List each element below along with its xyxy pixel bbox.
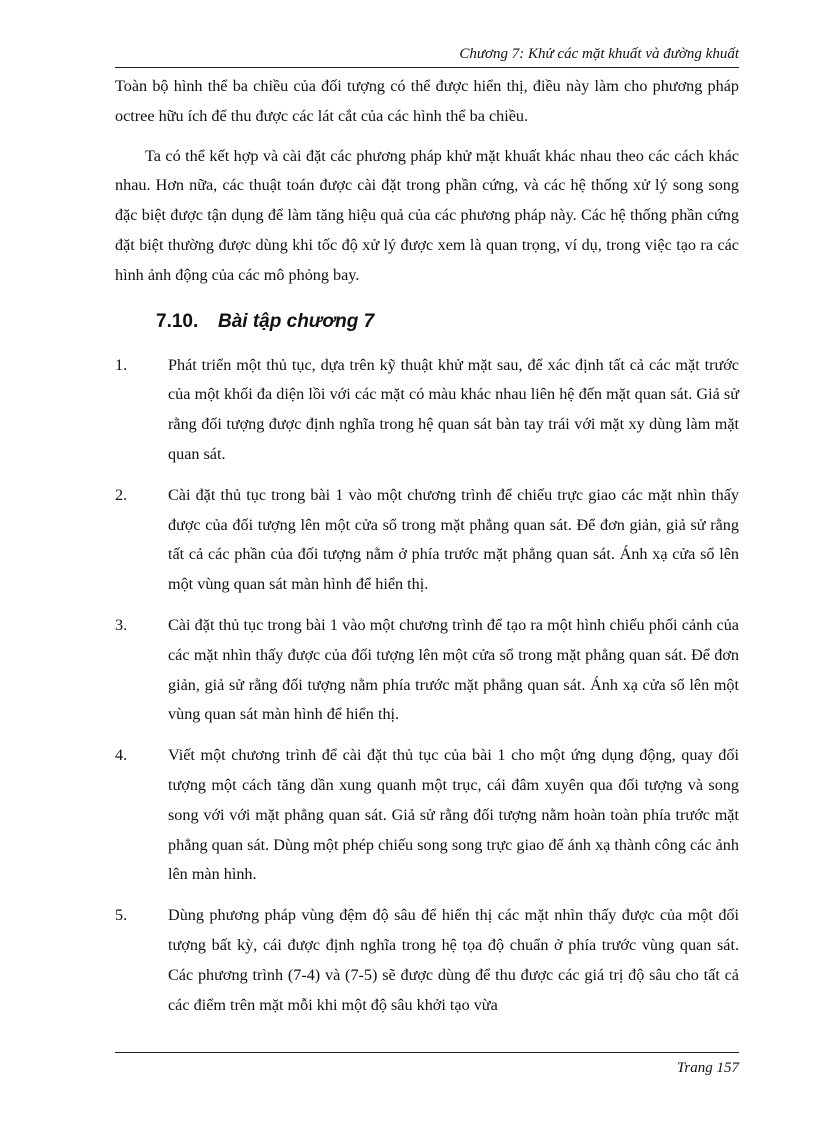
page-number: Trang 157	[676, 1060, 739, 1076]
section-title: Bài tập chương 7	[218, 310, 375, 332]
exercise-item	[115, 611, 739, 730]
header-rule	[115, 67, 739, 68]
exercise-item	[115, 741, 739, 890]
exercise-text: Cài đặt thủ tục trong bài 1 vào một chương trình để chiếu trực giao các mặt nhìn thấy được của đối tượng lên một cửa sổ trong mặt phẳng quan sát. Để đơn giản, giả sử rằng tất cả các phần của đối tượng nằm ở phía trước mặt phẳng quan sát. Ánh xạ cửa sổ lên một vùng quan sát màn hình để hiển thị.	[168, 485, 739, 594]
exercise-number: 3.	[115, 615, 128, 634]
exercise-number: 1.	[115, 355, 128, 374]
exercise-number: 4.	[115, 746, 128, 765]
paragraph-continued: Toàn bộ hình thể ba chiều của đối tượng có thể được hiển thị, điều này làm cho phương pháp octree hữu ích để thu được các lát cắt của các hình thể ba chiều.	[115, 77, 739, 125]
exercise-item	[115, 481, 739, 600]
section-heading	[115, 309, 739, 335]
exercise-item	[115, 351, 739, 470]
exercise-number: 2.	[115, 485, 128, 504]
exercise-text: Dùng phương pháp vùng đệm độ sâu để hiển thị các mặt nhìn thấy được của một đối tượng bất kỳ, cái được định nghĩa trong hệ tọa độ chuẩn ở phía trước vùng quan sát. Các phương trình (7-4) và (7-5) sẽ được dùng để thu được các giá trị độ sâu cho tất cả các điểm trên mặt mỗi khi một độ sâu khởi tạo vừa	[168, 906, 739, 1014]
section-number: 7.10.	[156, 310, 199, 332]
paragraph: Ta có thể kết hợp và cài đặt các phương pháp khử mặt khuất khác nhau theo các cách khác nhau. Hơn nữa, các thuật toán được cài đặt trong phần cứng, và các hệ thống xử lý song song đặc biệt được tận dụng để làm tăng hiệu quả của các phương pháp này. Các hệ thống phần cứng đặt biệt thường được dùng khi tốc độ xử lý được xem là quan trọng, ví dụ, trong việc tạo ra các hình ảnh động của các mô phỏng bay.	[115, 146, 739, 284]
body-text	[115, 72, 739, 1031]
exercise-number: 5.	[115, 906, 128, 925]
exercise-text: Phát triển một thủ tục, dựa trên kỹ thuật khử mặt sau, để xác định tất cả các mặt trước của một khối đa diện lồi với các mặt có màu khác nhau liên hệ đến mặt quan sát. Giả sử rằng đối tượng được định nghĩa trong hệ quan sát bàn tay trái với mặt xy dùng làm mặt quan sát.	[168, 355, 739, 463]
exercise-text: Cài đặt thủ tục trong bài 1 vào một chương trình để tạo ra một hình chiếu phối cảnh của các mặt nhìn thấy được của đối tượng lên một cửa sổ trong mặt phẳng quan sát. Để đơn giản, giả sử rằng đối tượng nằm phía trước mặt phẳng quan sát. Ánh xạ cửa sổ lên một vùng quan sát màn hình để hiển thị.	[168, 615, 739, 724]
footer-rule	[115, 1052, 739, 1053]
exercise-text: Viết một chương trình để cài đặt thủ tục của bài 1 cho một ứng dụng động, quay đối tượng một cách tăng dần xung quanh một trục, cái đâm xuyên qua đối tượng và song song với với mặt phẳng quan sát. Giả sử rằng đối tượng nằm hoàn toàn phía trước mặt phẳng quan sát. Dùng một phép chiếu song song trực giao để ánh xạ thành công các ảnh lên màn hình.	[168, 746, 739, 884]
running-header: Chương 7: Khử các mặt khuất và đường khuất	[459, 46, 739, 62]
exercise-list	[115, 351, 739, 1021]
exercise-item	[115, 901, 739, 1020]
